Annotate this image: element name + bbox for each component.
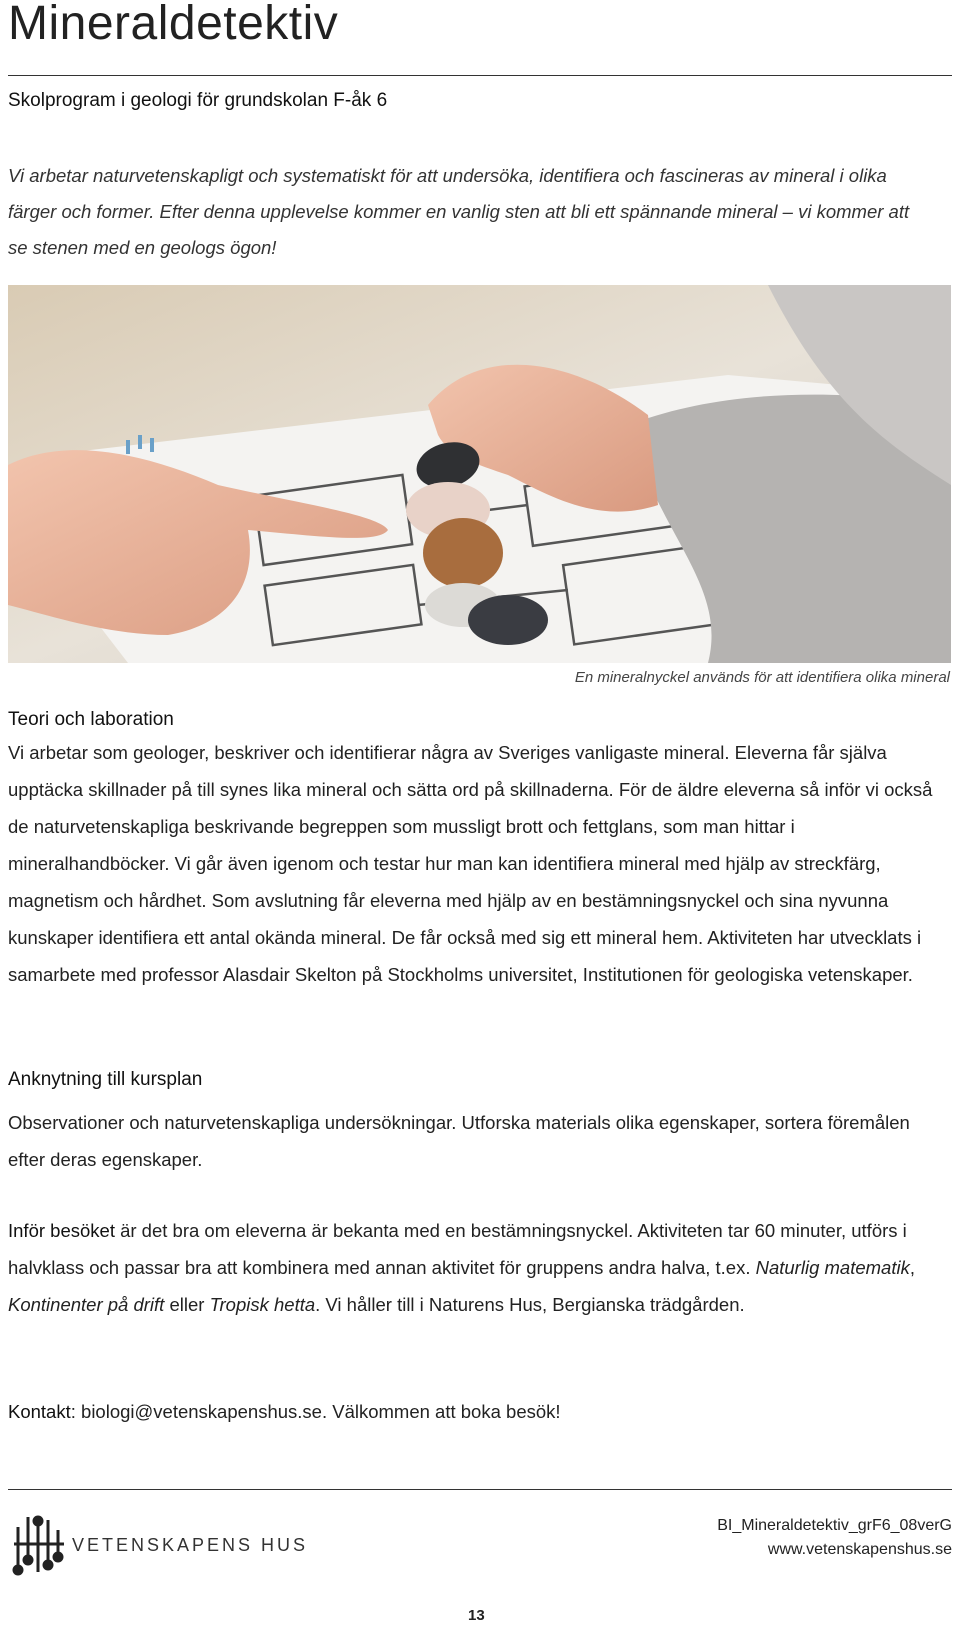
contact-paragraph <box>8 1393 938 1430</box>
heading-curriculum: Anknytning till kursplan <box>8 1069 203 1090</box>
vetenskapens-hus-logo-icon <box>10 1512 70 1582</box>
visit-paragraph <box>8 1212 938 1323</box>
mineral-key-photo <box>8 285 951 663</box>
visit-text-2: . Vi håller till i Naturens Hus, Bergianska trädgården. <box>315 1294 745 1315</box>
document-id: BI_Mineraldetektiv_grF6_08verG <box>717 1517 952 1534</box>
theory-paragraph: Vi arbetar som geologer, beskriver och identifierar några av Sveriges vanligaste mineral. Eleverna får själva upptäcka skillnader på till synes lika mineral och sätta ord på skillnaderna. För de äldre eleverna så inför vi också de naturvetenskapliga beskrivande begreppen som mussligt brott och fettglans, som man hittar i mineralhandböcker. Vi går även igenom och testar hur man kan identifiera mineral med hjälp av streckfärg, magnetism och hårdhet. Som avslutning får eleverna med hjälp av en bestämningsnyckel och sina nyvunna kunskaper identifiera ett antal okända mineral. De får också med sig ett mineral hem. Aktiviteten har utvecklats i samarbete med professor Alasdair Skelton på Stockholms universitet, Institutionen för geologiska vetenskaper. <box>8 742 933 985</box>
page-subtitle: Skolprogram i geologi för grundskolan F-åk 6 <box>8 90 388 111</box>
activity-naturlig-matematik: Naturlig matematik <box>755 1257 910 1278</box>
activity-kontinenter: Kontinenter på drift <box>8 1294 165 1315</box>
photo-caption: En mineralnyckel används för att identifiera olika mineral <box>574 669 950 686</box>
page-number: 13 <box>468 1607 485 1624</box>
contact-text: : biologi@vetenskapenshus.se. Välkommen att boka besök! <box>70 1401 561 1422</box>
title-divider <box>8 75 952 76</box>
visit-lead-verb: är <box>120 1220 137 1241</box>
footer-divider <box>8 1489 952 1490</box>
curriculum-paragraph: Observationer och naturvetenskapliga undersökningar. Utforska materials olika egenskaper, sortera föremålen efter deras egenskaper. <box>8 1112 910 1170</box>
visit-separator-1: , <box>909 1257 915 1278</box>
visit-text-1: det bra om eleverna är bekanta med en bestämningsnyckel. Aktiviteten tar 60 minuter, utförs i halvklass och passar bra att kombinera med annan aktivitet för gruppens andra halva, t.ex. <box>8 1220 907 1278</box>
logo-wordmark: VETENSKAPENS HUS <box>72 1535 309 1555</box>
intro-paragraph: Vi arbetar naturvetenskapligt och systematiskt för att undersöka, identifiera och fascineras av mineral i olika färger och former. Efter denna upplevelse kommer en vanlig sten att bli ett spännande mineral – vi kommer att se stenen med en geologs ögon! <box>8 165 910 258</box>
contact-lead: Kontakt <box>8 1401 71 1422</box>
visit-lead: Inför besöket <box>8 1220 115 1241</box>
visit-separator-2: eller <box>164 1294 210 1315</box>
website-link[interactable]: www.vetenskapenshus.se <box>767 1541 952 1558</box>
heading-theory: Teori och laboration <box>8 709 174 730</box>
page-title: Mineraldetektiv <box>8 0 339 50</box>
footer-doc-info <box>717 1514 952 1562</box>
activity-tropisk-hetta: Tropisk hetta <box>209 1294 316 1315</box>
